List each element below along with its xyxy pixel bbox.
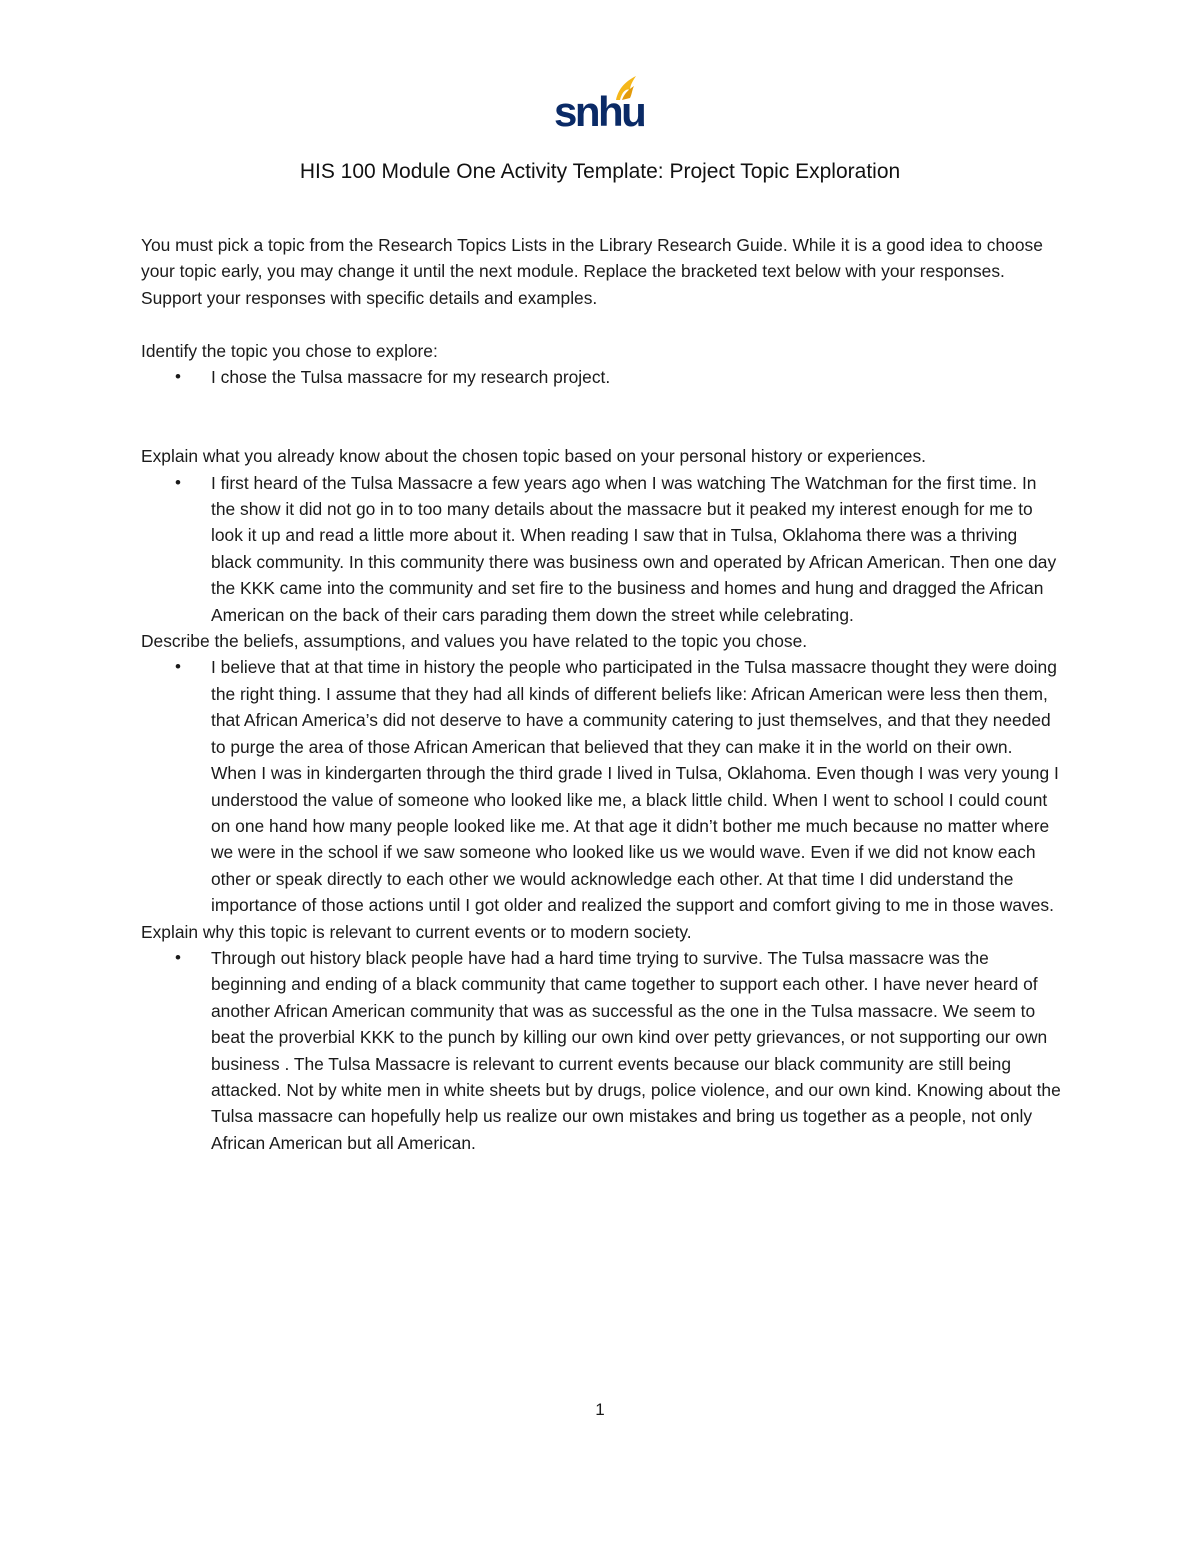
page-number: 1 — [595, 1400, 605, 1419]
prompt-beliefs: Describe the beliefs, assumptions, and values you have related to the topic you chose. — [141, 631, 808, 652]
answer-text: I believe that at that time in history the people who participated in the Tulsa massacre thought they were doing the right thing. I assume that they had all kinds of different beliefs like: African American were less then them, that African America’s did not deserve to have a community catering to just themselves, and that they needed to purge the area of those African American that believed that they can make it in the world on their own. When I was in kindergarten through the third grade I lived in Tulsa, Oklahoma. Even though I was very young I understood the value of someone who looked like me, a black little child. When I went to school I could count on one hand how many people looked like me. At that age it didn’t bother me much because no matter where we were in the school if we saw someone who looked like us we would wave. Even if we did not know each other or speak directly to each other we would acknowledge each other. At that time I did understand the importance of those actions until I got older and realized the support and comfort giving to me in those waves. — [211, 657, 1059, 916]
bullet-icon: • — [175, 472, 181, 492]
list-item — [141, 364, 1061, 390]
answer-text: Through out history black people have had a hard time trying to survive. The Tulsa massacre was the beginning and ending of a black community that came together to support each other. I have never heard of another African American community that was as successful as the one in the Tulsa massacre. We seem to beat the proverbial KKK to the punch by killing our own kind over petty grievances, or not supporting our own business . The Tulsa Massacre is relevant to current events because our black community are still being attacked. Not by white men in white sheets but by drugs, police violence, and our own kind. Knowing about the Tulsa massacre can hopefully help us realize our own mistakes and bring us together as a people, not only African American but all American. — [211, 947, 1061, 1153]
bullet-icon: • — [175, 367, 181, 387]
answer-list-prior-knowledge — [141, 470, 1061, 628]
prompt-topic: Identify the topic you chose to explore: — [141, 340, 438, 361]
document-title: HIS 100 Module One Activity Template: Project Topic Exploration — [299, 160, 901, 183]
snhu-logo — [554, 74, 645, 135]
list-item — [141, 945, 1061, 1156]
logo-text: snhu — [554, 88, 645, 135]
list-item — [141, 470, 1061, 628]
list-item — [141, 654, 1061, 918]
answer-list-relevance — [141, 945, 1061, 1156]
bullet-icon: • — [175, 657, 181, 677]
answer-text: I chose the Tulsa massacre for my research project. — [211, 367, 611, 388]
answer-list-beliefs — [141, 654, 1061, 918]
answer-text: I first heard of the Tulsa Massacre a few years ago when I was watching The Watchman for the first time. In the show it did not go in to too many details about the massacre but it peaked my interest enough for me to look it up and read a little more about it. When reading I saw that in Tulsa, Oklahoma there was a thriving black community. In this community there was business own and operated by African American. Then one day the KKK came into the community and set fire to the business and homes and hung and dragged the African American on the back of their cars parading them down the street while celebrating. — [211, 472, 1057, 625]
bullet-icon: • — [175, 947, 181, 967]
intro-paragraph: You must pick a topic from the Research Topics Lists in the Library Research Guide. While it is a good idea to choose your topic early, you may change it until the next module. Replace the bracketed text below with your responses. Support your responses with specific details and examples. — [141, 235, 1043, 308]
answer-list-topic — [141, 364, 1061, 390]
prompt-relevance: Explain why this topic is relevant to current events or to modern society. — [141, 921, 692, 942]
document-body — [141, 232, 1061, 1156]
prompt-prior-knowledge: Explain what you already know about the chosen topic based on your personal history or experiences. — [141, 446, 926, 467]
